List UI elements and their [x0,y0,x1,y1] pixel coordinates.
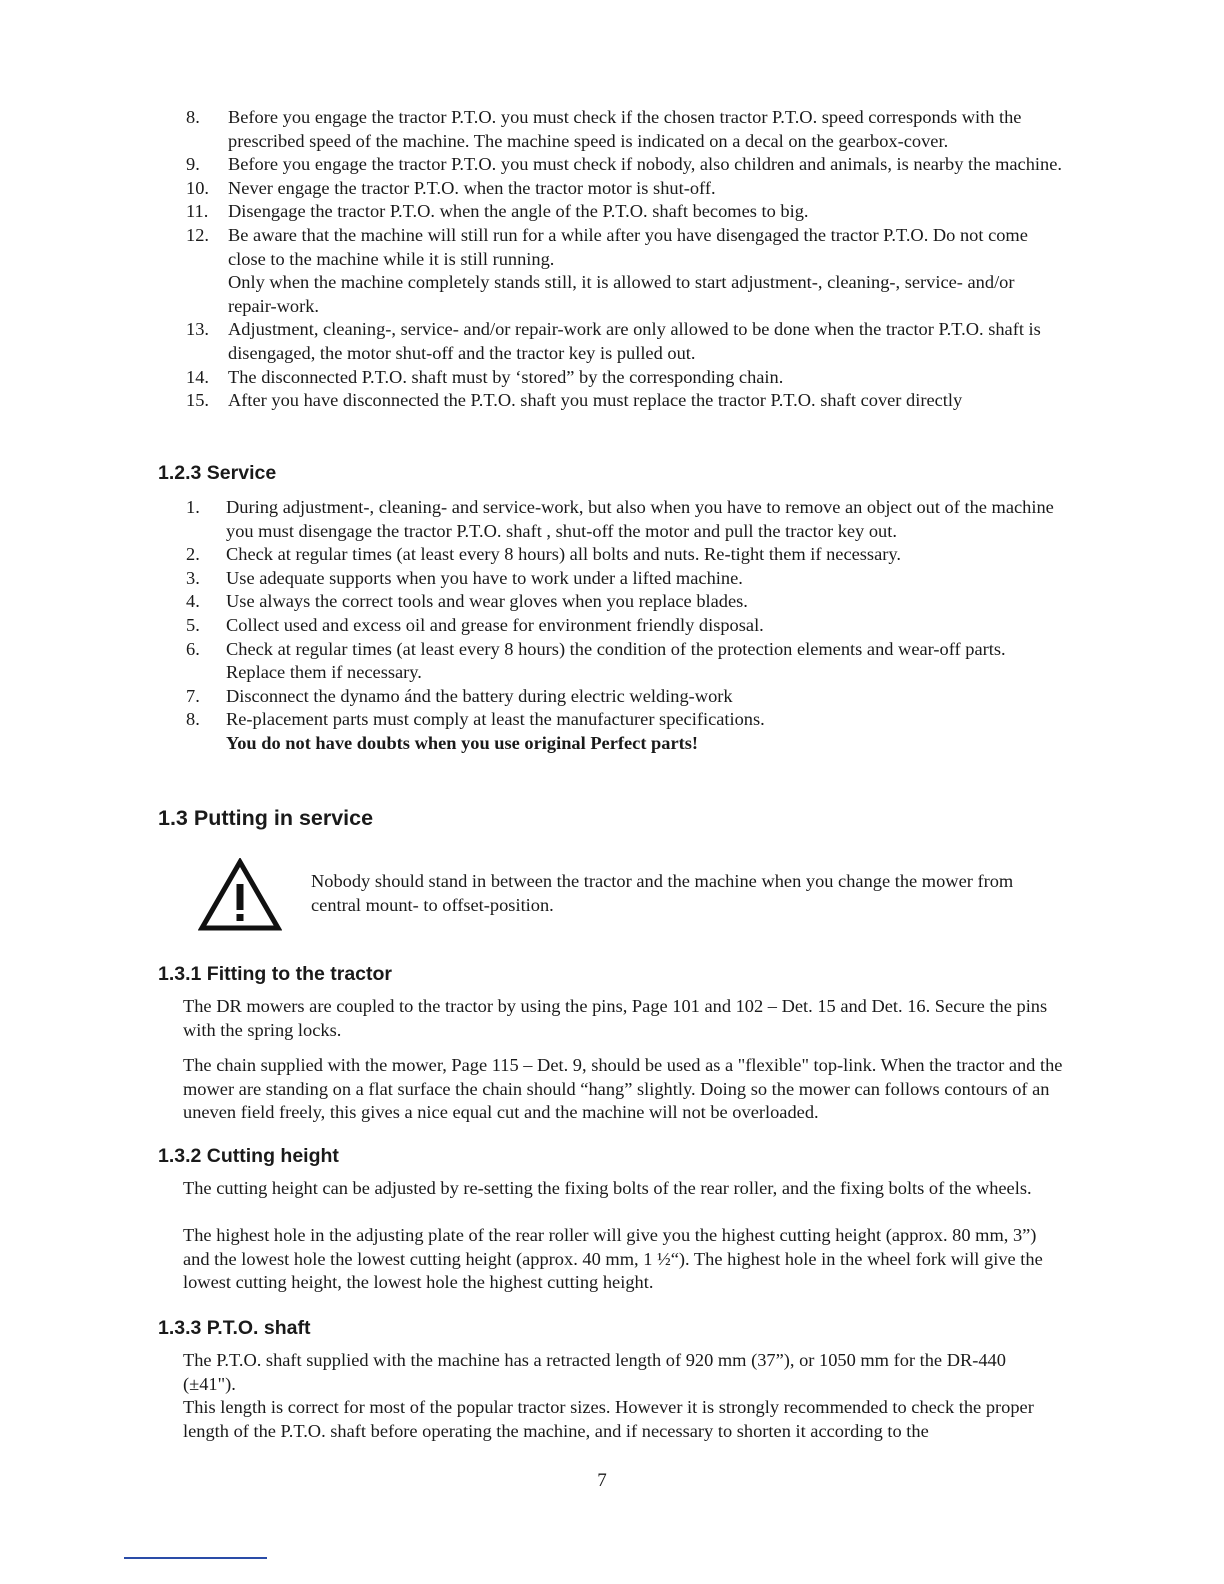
warning-triangle-icon [198,858,282,932]
section-heading-service: 1.2.3 Service [158,462,277,484]
list-item: 6. Check at regular times (at least every 8 hours) the condition of the protection elements and wear-off parts. Replace them if necessary. [186,638,1006,683]
list-item: 4. Use always the correct tools and wear gloves when you replace blades. [186,591,748,612]
paragraph-pto-length: The P.T.O. shaft supplied with the machine has a retracted length of 920 mm (37”), or 1050 mm for the DR-440 (±41"). [183,1350,1006,1394]
paragraph-pto-check: This length is correct for most of the popular tractor sizes. However it is strongly recommended to check the proper length of the P.T.O. shaft before operating the machine, and if necessary to shorten it according to the [183,1397,1034,1441]
list-item: 7. Disconnect the dynamo ánd the battery during electric welding-work [186,685,733,706]
paragraph-cutting-height-b: The highest hole in the adjusting plate of the rear roller will give you the highest cutting height (approx. 80 mm, 3”) and the lowest hole the lowest cutting height (approx. 40 mm, 1 ½“). The highest hole in the wheel fork will give the lowest cutting height, the lowest hole the highest cutting height. [183,1225,1043,1293]
list-item: 14. The disconnected P.T.O. shaft must by ‘stored” by the corresponding chain. [186,366,784,387]
page-number: 7 [597,1470,607,1491]
paragraph-fitting-chain: The chain supplied with the mower, Page 115 – Det. 9, should be used as a "flexible" top-link. When the tractor and the mower are standing on a flat surface the chain should “hang” slightly. Doing so the mower can follows contours of an uneven field freely, this gives a nice equal cut and the machine will not be overloaded. [183,1055,1063,1123]
service-list [186,496,1066,756]
list-item: 2. Check at regular times (at least every 8 hours) all bolts and nuts. Re-tight them if necessary. [186,544,901,565]
list-item: 3. Use adequate supports when you have to work under a lifted machine. [186,567,743,588]
list-item: 10. Never engage the tractor P.T.O. when the tractor motor is shut-off. [186,177,716,198]
list-item: 5. Collect used and excess oil and grease for environment friendly disposal. [186,614,764,635]
paragraph-fitting-pins: The DR mowers are coupled to the tractor by using the pins, Page 101 and 102 – Det. 15 and Det. 16. Secure the pins with the spring locks. [183,996,1048,1040]
list-item: 8. Re-placement parts must comply at least the manufacturer specifications. You do not have doubts when you use original Perfect parts! [186,708,1066,755]
list-item: 1. During adjustment-, cleaning- and service-work, but also when you have to remove an object out of the machine you must disengage the tractor P.T.O. shaft , shut-off the motor and pull the tractor key out. [186,497,1054,541]
safety-list-continued [186,106,1066,413]
footer-rule [124,1557,267,1559]
list-item: 9. Before you engage the tractor P.T.O. you must check if nobody, also children and animals, is nearby the machine. [186,154,1062,175]
list-item: 8. Before you engage the tractor P.T.O. you must check if the chosen tractor P.T.O. speed corresponds with the prescribed speed of the machine. The machine speed is indicated on a decal on the gearbox-cover. [186,107,1022,151]
section-heading-pto-shaft: 1.3.3 P.T.O. shaft [158,1317,311,1339]
list-item: 15. After you have disconnected the P.T.O. shaft you must replace the tractor P.T.O. shaft cover directly [186,390,963,411]
section-heading-fitting: 1.3.1 Fitting to the tractor [158,963,393,985]
list-item: 13. Adjustment, cleaning-, service- and/or repair-work are only allowed to be done when the tractor P.T.O. shaft is disengaged, the motor shut-off and the tractor key is pulled out. [186,319,1041,363]
section-heading-putting-in-service: 1.3 Putting in service [158,806,374,830]
paragraph-cutting-height-a: The cutting height can be adjusted by re-setting the fixing bolts of the rear roller, and the fixing bolts of the wheels. [183,1178,1032,1198]
list-item: 12. Be aware that the machine will still run for a while after you have disengaged the tractor P.T.O. Do not come close to the machine while it is still running. Only when the machine completely stands still, it is allowed to start adjustment-, cleaning-, service- and/or repair-work. [186,224,1028,316]
warning-text: Nobody should stand in between the tractor and the machine when you change the mower from central mount- to offset-position. [311,871,1014,915]
emphasis-text: You do not have doubts when you use original Perfect parts! [226,732,699,753]
list-item: 11. Disengage the tractor P.T.O. when the angle of the P.T.O. shaft becomes to big. [186,201,809,222]
section-heading-cutting-height: 1.3.2 Cutting height [158,1145,339,1167]
